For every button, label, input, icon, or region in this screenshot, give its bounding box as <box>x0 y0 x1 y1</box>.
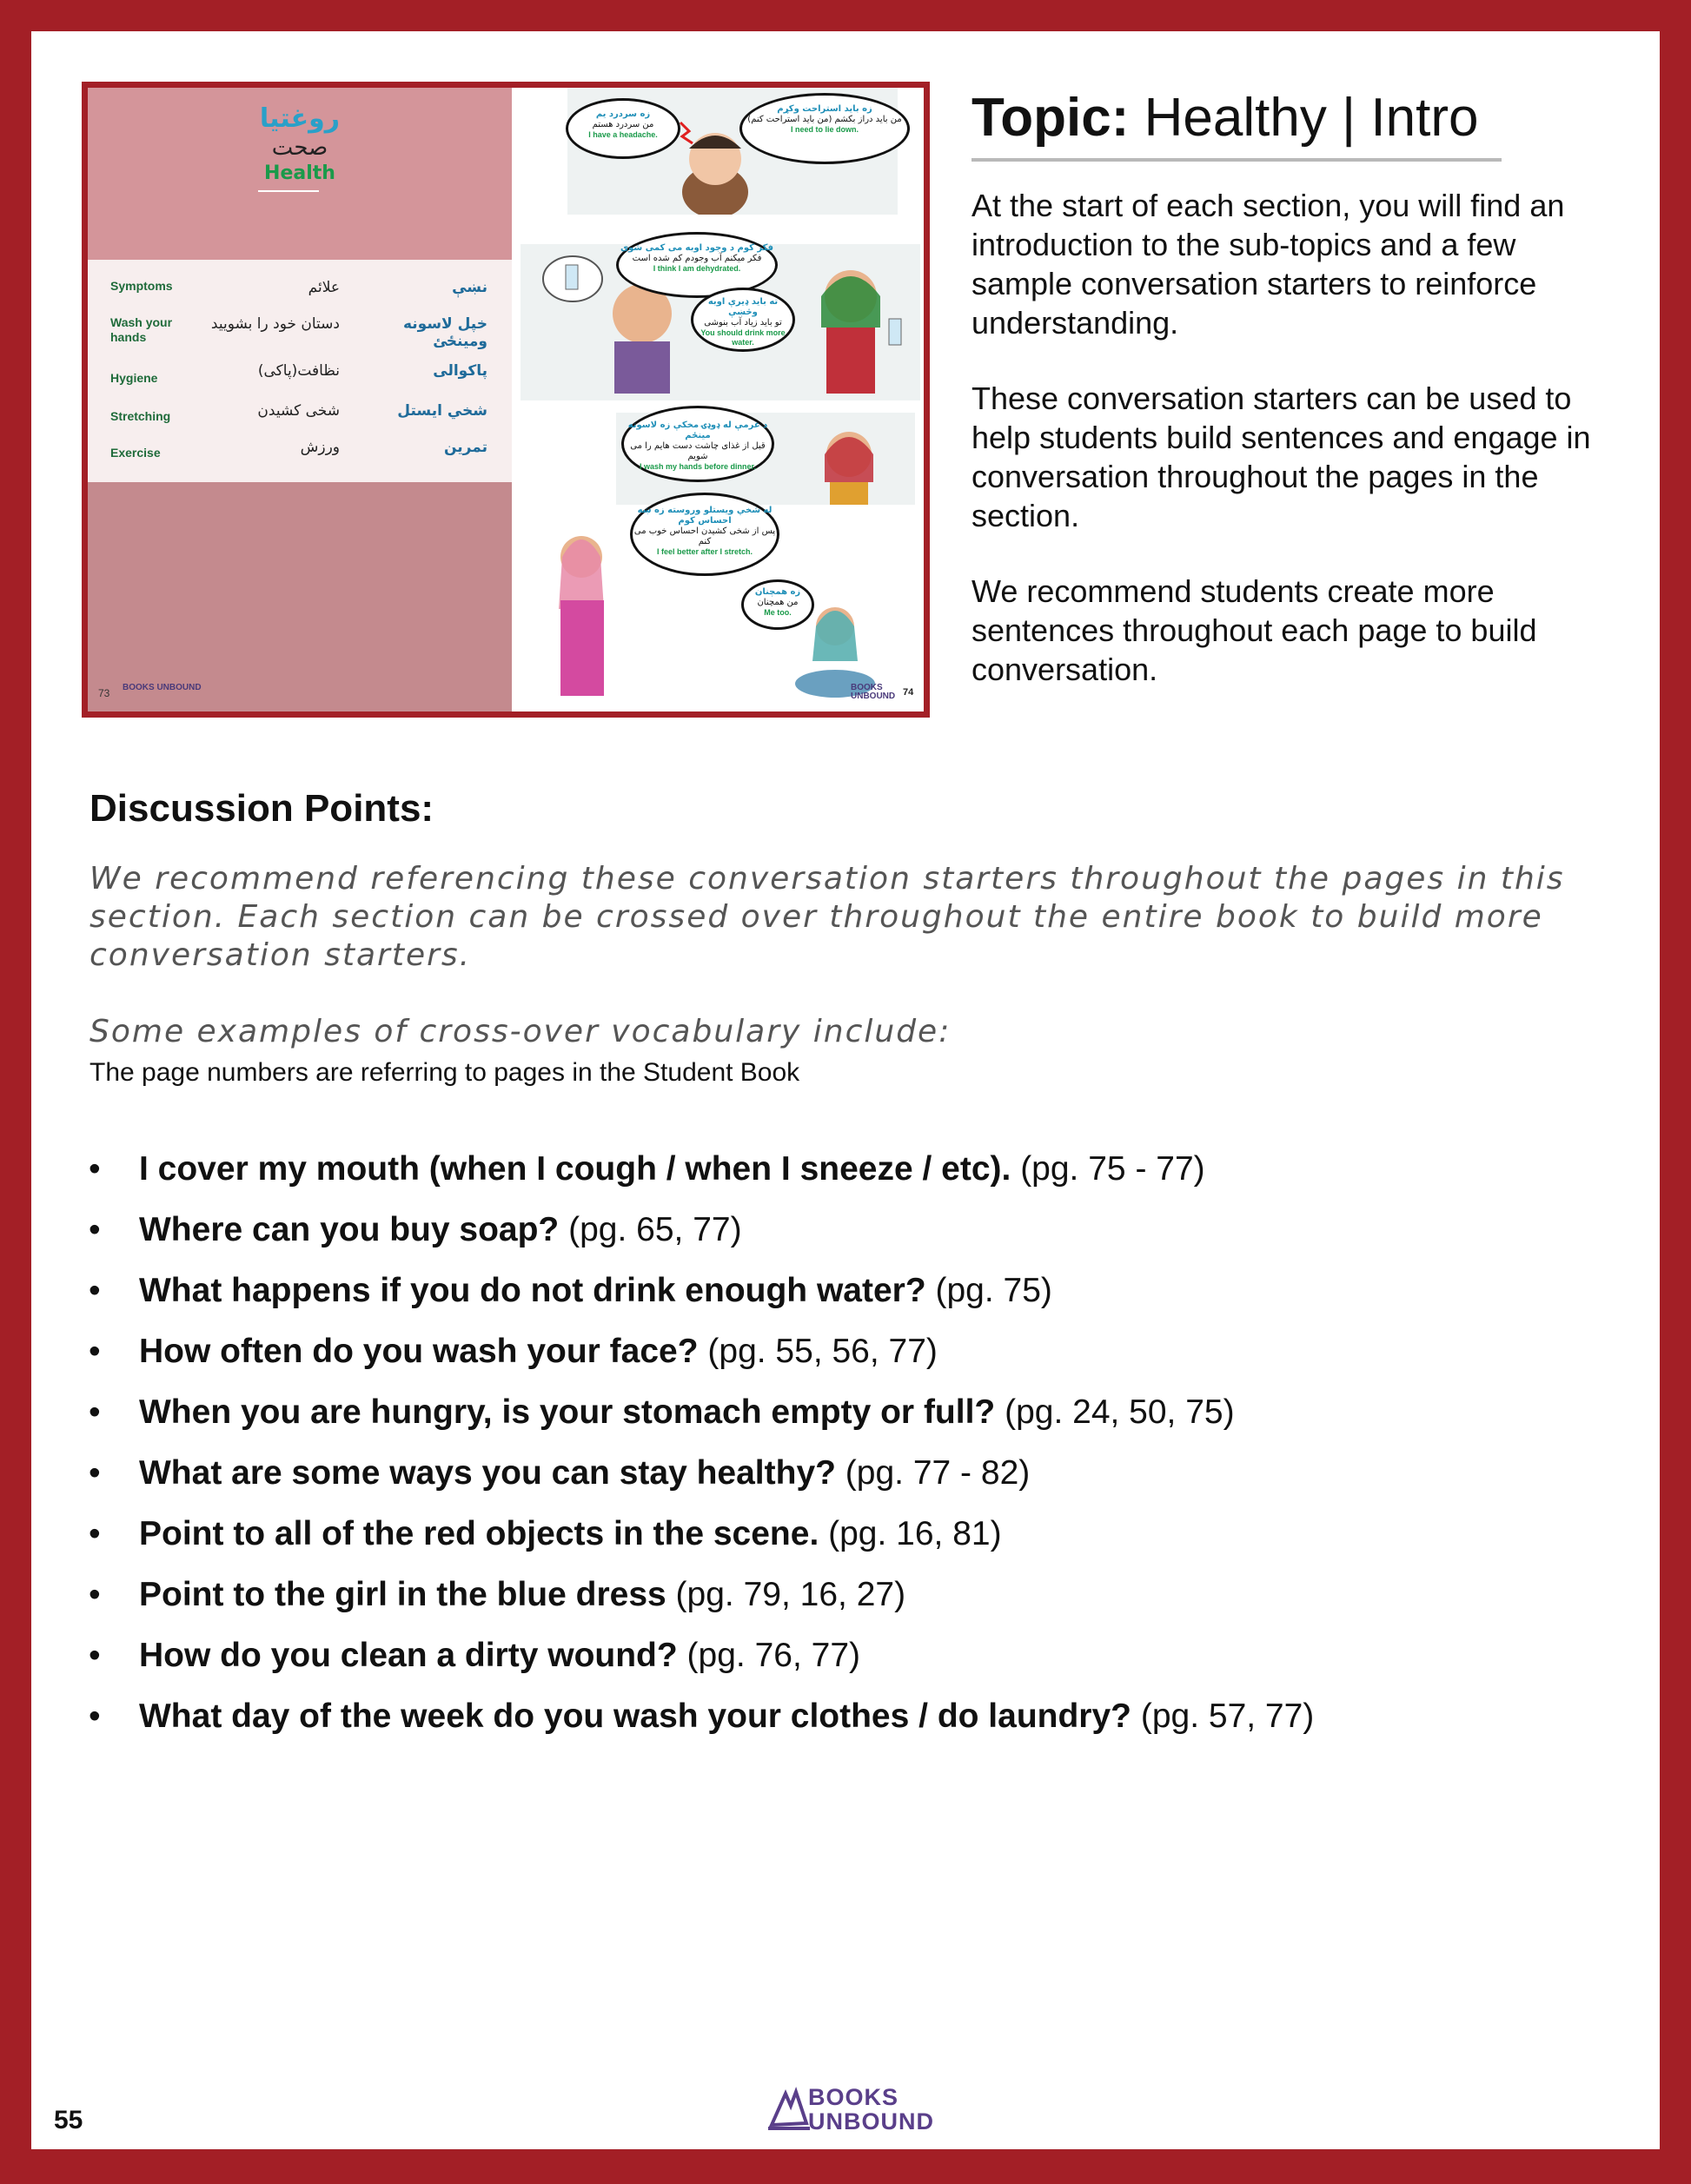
list-item <box>85 1449 1615 1510</box>
topic-label: Topic: <box>971 88 1130 148</box>
speech-bubble <box>630 493 779 576</box>
topic-title <box>971 87 1478 149</box>
left-page-title-pashto: روغتیا <box>259 103 341 134</box>
right-page-number: 74 <box>903 687 914 698</box>
vocab-dari: ورزش <box>300 439 340 456</box>
page-reference: (pg. 79, 16, 27) <box>666 1576 906 1613</box>
vocab-dari: شخی کشیدن <box>257 402 340 420</box>
bubble-dari: من باید دراز بکشم (من باید استراحت کنم) <box>747 115 902 124</box>
bubble-pashto: د غرمې له ډوډۍ مخکې زه لاسونه مینځم <box>627 420 768 440</box>
page-reference: (pg. 75) <box>925 1272 1052 1309</box>
page-reference: (pg. 55, 56, 77) <box>698 1333 938 1370</box>
bubble-english: I feel better after I stretch. <box>656 547 753 556</box>
bubble-dari: تو باید زیاد آب بنوشی <box>704 318 782 328</box>
question-text: Point to the girl in the blue dress <box>139 1576 666 1613</box>
vocab-pashto: پاکوالی <box>433 362 487 380</box>
left-page-logo: BOOKS UNBOUND <box>123 683 202 692</box>
bubble-pashto: زه سردرد یم <box>595 109 651 119</box>
bubble-pashto: ته باید ډیرې اوبه وڅښې <box>707 297 779 317</box>
bubble-dari: من سردرد هستم <box>592 120 654 129</box>
bullet-icon: • <box>89 1393 101 1431</box>
list-item <box>85 1692 1615 1753</box>
bullet-icon: • <box>89 1272 101 1309</box>
page-reference-note: The page numbers are referring to pages in the Student Book <box>90 1058 800 1087</box>
bubble-pashto: زه همچنان <box>754 587 801 597</box>
bubble-english: Me too. <box>764 608 792 617</box>
vocab-row <box>88 362 512 394</box>
bullet-icon: • <box>89 1515 101 1552</box>
bullet-icon: • <box>89 1150 101 1188</box>
left-page-title-english: Health <box>264 162 335 184</box>
spread-right-page <box>512 88 924 711</box>
vocab-row <box>88 439 512 470</box>
page-reference: (pg. 75 - 77) <box>1011 1150 1205 1188</box>
bubble-english: I wash my hands before dinner. <box>639 462 757 471</box>
logo-text: BOOKS UNBOUND <box>808 2084 934 2134</box>
vocab-row <box>88 315 512 350</box>
intro-paragraph: At the start of each section, you will find an introduction to the sub-topics and a few sample conversation starters to reinforce understanding. <box>971 188 1565 341</box>
bubble-dari: فکر میکنم آب وجودم کم شده است <box>632 254 762 263</box>
bubble-dari: من همچنان <box>757 598 799 607</box>
page-reference: (pg. 57, 77) <box>1131 1698 1315 1735</box>
vocab-table <box>88 260 512 482</box>
speech-bubble <box>566 98 680 159</box>
question-text: How often do you wash your face? <box>139 1333 699 1370</box>
crossover-intro: Some examples of cross-over vocabulary include: <box>90 1014 952 1049</box>
list-item <box>85 1267 1615 1327</box>
question-text: I cover my mouth (when I cough / when I sneeze / etc). <box>139 1150 1011 1188</box>
list-item <box>85 1206 1615 1267</box>
speech-bubble <box>691 288 795 352</box>
bubble-english: You should drink more water. <box>700 328 786 347</box>
speech-bubble <box>741 579 814 630</box>
bubble-dari: قبل از غذای چاشت دست هایم را می شویم <box>630 441 766 461</box>
bullet-icon: • <box>89 1637 101 1674</box>
list-item <box>85 1327 1615 1388</box>
vocab-dari: نظافت(پاکی) <box>257 362 340 380</box>
left-page-title-rule <box>258 190 319 192</box>
spread-left-page <box>88 88 512 711</box>
list-item <box>85 1631 1615 1692</box>
vocab-dari: دستان خود را بشویید <box>210 315 340 333</box>
bubble-dari: پس از شخی کشیدن احساس خوب می کنم <box>633 526 776 546</box>
topic-underline <box>971 158 1502 162</box>
vocab-pashto: شخي ایستل <box>397 402 487 420</box>
topic-name: Healthy | Intro <box>1144 88 1479 148</box>
question-text: What happens if you do not drink enough water? <box>139 1272 926 1309</box>
discussion-list <box>85 1145 1615 1753</box>
bubble-english: I have a headache. <box>588 130 658 139</box>
right-page-logo: BOOKS UNBOUND <box>851 683 896 701</box>
bubble-english: I think I am dehydrated. <box>653 264 741 273</box>
left-page-title-dari: صحت <box>271 135 328 161</box>
page-number: 55 <box>54 2106 83 2134</box>
bubble-pashto: زه باید استراحت وکړم <box>777 104 872 114</box>
vocab-dari: علائم <box>308 279 340 296</box>
bubble-pashto: له شخي ویستلو وروسته زه ښه احساس کوم <box>637 506 773 526</box>
bullet-icon: • <box>89 1576 101 1613</box>
left-page-number: 73 <box>98 687 110 699</box>
intro-paragraph: These conversation starters can be used to help students build sentences and engage in conversation throughout the pages in the section. <box>971 381 1591 533</box>
speech-bubble <box>739 93 910 164</box>
vocab-row <box>88 402 512 433</box>
vocab-english: Wash your hands <box>110 315 173 344</box>
question-text: Where can you buy soap? <box>139 1211 560 1248</box>
question-text: What are some ways you can stay healthy? <box>139 1454 836 1492</box>
book-logo-icon <box>765 2083 812 2135</box>
question-text: When you are hungry, is your stomach empty or full? <box>139 1393 996 1431</box>
discussion-intro: We recommend referencing these conversation starters throughout the pages in this section. Each section can be crossed over throughout the entire book to build more conversation starters. <box>90 861 1565 973</box>
vocab-row <box>88 279 512 310</box>
question-text: Point to all of the red objects in the scene. <box>139 1515 819 1552</box>
student-book-spread-thumbnail <box>82 82 930 718</box>
page-reference: (pg. 76, 77) <box>677 1637 860 1674</box>
speech-bubble <box>621 406 774 482</box>
intro-paragraph: We recommend students create more sentences throughout each page to build conversation. <box>971 573 1537 687</box>
list-item <box>85 1571 1615 1631</box>
bullet-icon: • <box>89 1333 101 1370</box>
bullet-icon: • <box>89 1698 101 1735</box>
vocab-pashto: نښې <box>452 279 487 296</box>
bubble-pashto: فکر کوم د وجود اوبه می کمی شوی <box>620 243 773 253</box>
question-text: What day of the week do you wash your clothes / do laundry? <box>139 1698 1131 1735</box>
bullet-icon: • <box>89 1454 101 1492</box>
vocab-pashto: تمرین <box>443 439 487 456</box>
page-reference: (pg. 65, 77) <box>559 1211 742 1248</box>
page-reference: (pg. 16, 81) <box>819 1515 1002 1552</box>
vocab-english: Stretching <box>110 409 171 423</box>
vocab-english: Symptoms <box>110 279 173 293</box>
list-item <box>85 1388 1615 1449</box>
page-reference: (pg. 24, 50, 75) <box>995 1393 1235 1431</box>
question-text: How do you clean a dirty wound? <box>139 1637 678 1674</box>
discussion-title: Discussion Points: <box>90 787 434 830</box>
page-reference: (pg. 77 - 82) <box>835 1454 1031 1492</box>
list-item <box>85 1145 1615 1206</box>
bubble-english: I need to lie down. <box>790 125 859 134</box>
bullet-icon: • <box>89 1211 101 1248</box>
vocab-pashto: خپل لاسونه ومینځئ <box>402 315 487 350</box>
books-unbound-logo <box>765 2083 934 2135</box>
vocab-english: Hygiene <box>110 371 158 385</box>
list-item <box>85 1510 1615 1571</box>
vocab-english: Exercise <box>110 446 161 460</box>
